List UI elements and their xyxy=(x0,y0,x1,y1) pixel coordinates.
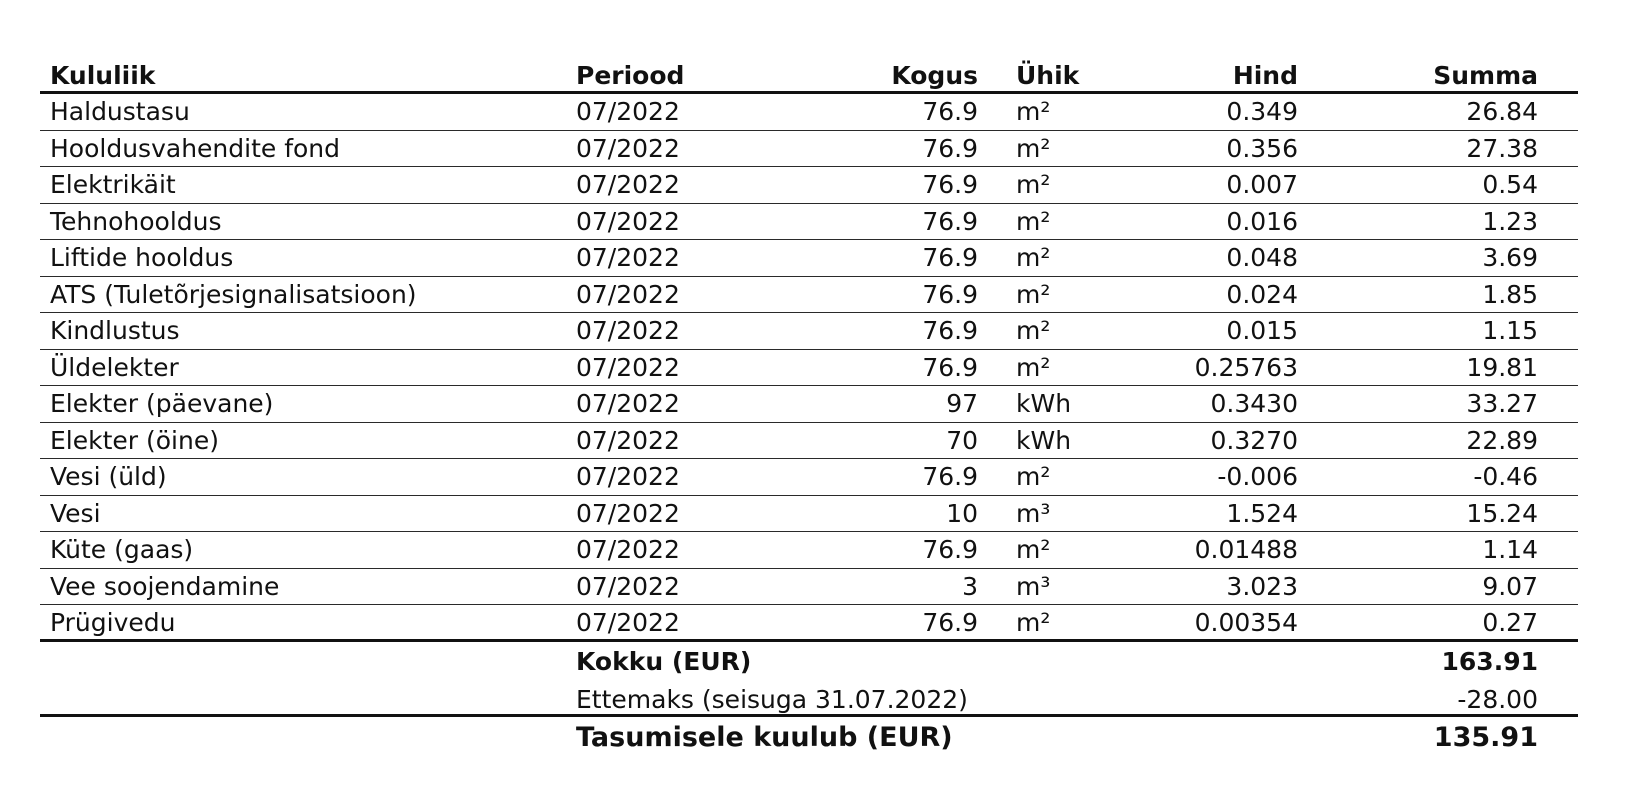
row-price: 0.01488 xyxy=(1194,535,1298,564)
header-name: Kululiik xyxy=(50,61,156,90)
row-price: 0.3430 xyxy=(1210,389,1298,418)
row-price: 0.25763 xyxy=(1194,352,1298,382)
header-period: Periood xyxy=(576,61,685,90)
row-sum: 0.27 xyxy=(1482,608,1538,637)
row-period: 07/2022 xyxy=(576,97,680,126)
row-unit: m² xyxy=(1016,352,1051,382)
cost-table xyxy=(40,58,1578,757)
row-price: 0.024 xyxy=(1226,279,1298,309)
row-price: 0.007 xyxy=(1226,170,1298,199)
row-period: 07/2022 xyxy=(576,462,680,491)
row-unit: m² xyxy=(1016,462,1051,491)
total-value: 163.91 xyxy=(1441,646,1538,676)
table-row xyxy=(40,204,1578,241)
row-price: -0.006 xyxy=(1217,462,1298,491)
row-name: Elekter (öine) xyxy=(50,425,219,455)
row-period: 07/2022 xyxy=(576,389,680,418)
table-body xyxy=(40,94,1578,642)
row-unit: m³ xyxy=(1016,571,1051,601)
table-header xyxy=(40,58,1578,94)
row-unit: m³ xyxy=(1016,498,1051,528)
table-row xyxy=(40,240,1578,277)
row-name: Üldelekter xyxy=(50,352,179,382)
row-period: 07/2022 xyxy=(576,243,680,272)
row-price: 0.015 xyxy=(1226,316,1298,345)
row-sum: 26.84 xyxy=(1466,97,1538,126)
row-sum: 22.89 xyxy=(1466,425,1538,455)
table-row xyxy=(40,131,1578,168)
row-name: Haldustasu xyxy=(50,97,190,126)
total-row xyxy=(40,642,1578,680)
total-label: Kokku (EUR) xyxy=(576,646,752,676)
row-unit: m² xyxy=(1016,206,1051,236)
row-price: 3.023 xyxy=(1226,571,1298,601)
row-name: Kindlustus xyxy=(50,316,180,345)
row-qty: 76.9 xyxy=(922,462,978,491)
row-name: Vee soojendamine xyxy=(50,571,280,601)
row-period: 07/2022 xyxy=(576,498,680,528)
row-price: 1.524 xyxy=(1226,498,1298,528)
prepay-value: -28.00 xyxy=(1457,684,1538,714)
row-name: Elektrikäit xyxy=(50,170,176,199)
amount-due-row xyxy=(40,717,1578,757)
row-period: 07/2022 xyxy=(576,206,680,236)
header-price: Hind xyxy=(1232,61,1298,90)
row-name: Prügivedu xyxy=(50,608,176,637)
table-row xyxy=(40,423,1578,460)
table-row xyxy=(40,459,1578,496)
row-qty: 70 xyxy=(946,425,978,455)
row-qty: 97 xyxy=(946,389,978,418)
row-name: Liftide hooldus xyxy=(50,243,234,272)
row-qty: 76.9 xyxy=(922,243,978,272)
prepay-label: Ettemaks (seisuga 31.07.2022) xyxy=(576,684,968,714)
row-qty: 76.9 xyxy=(922,535,978,564)
row-unit: m² xyxy=(1016,608,1051,637)
row-sum: -0.46 xyxy=(1473,462,1538,491)
amount-due-value: 135.91 xyxy=(1433,721,1538,753)
amount-due-label: Tasumisele kuulub (EUR) xyxy=(576,721,953,753)
row-sum: 3.69 xyxy=(1482,243,1538,272)
table-row xyxy=(40,496,1578,533)
table-row xyxy=(40,386,1578,423)
row-period: 07/2022 xyxy=(576,535,680,564)
row-period: 07/2022 xyxy=(576,279,680,309)
row-qty: 76.9 xyxy=(922,170,978,199)
row-qty: 76.9 xyxy=(922,279,978,309)
row-name: Küte (gaas) xyxy=(50,535,194,564)
row-qty: 3 xyxy=(962,571,978,601)
row-period: 07/2022 xyxy=(576,425,680,455)
row-period: 07/2022 xyxy=(576,170,680,199)
row-sum: 1.85 xyxy=(1482,279,1538,309)
totals-section xyxy=(40,642,1578,757)
row-sum: 1.15 xyxy=(1482,316,1538,345)
table-row xyxy=(40,605,1578,642)
row-qty: 76.9 xyxy=(922,206,978,236)
table-row xyxy=(40,313,1578,350)
row-price: 0.356 xyxy=(1226,133,1298,163)
table-row xyxy=(40,94,1578,131)
header-unit: Ühik xyxy=(1016,61,1080,90)
row-price: 0.048 xyxy=(1226,243,1298,272)
row-sum: 1.23 xyxy=(1482,206,1538,236)
row-sum: 33.27 xyxy=(1466,389,1538,418)
row-unit: m² xyxy=(1016,170,1051,199)
row-name: Hooldusvahendite fond xyxy=(50,133,341,163)
row-unit: kWh xyxy=(1016,425,1072,455)
prepay-row xyxy=(40,680,1578,717)
row-sum: 1.14 xyxy=(1482,535,1538,564)
table-row xyxy=(40,569,1578,606)
row-sum: 27.38 xyxy=(1466,133,1538,163)
row-period: 07/2022 xyxy=(576,133,680,163)
row-price: 0.00354 xyxy=(1194,608,1298,637)
row-sum: 19.81 xyxy=(1466,352,1538,382)
row-name: Vesi (üld) xyxy=(50,462,167,491)
row-period: 07/2022 xyxy=(576,316,680,345)
row-qty: 76.9 xyxy=(922,316,978,345)
row-qty: 10 xyxy=(946,498,978,528)
row-period: 07/2022 xyxy=(576,608,680,637)
row-qty: 76.9 xyxy=(922,608,978,637)
row-name: Vesi xyxy=(50,498,101,528)
table-row xyxy=(40,167,1578,204)
table-row xyxy=(40,277,1578,314)
row-name: Elekter (päevane) xyxy=(50,389,274,418)
row-unit: m² xyxy=(1016,316,1051,345)
row-period: 07/2022 xyxy=(576,352,680,382)
row-period: 07/2022 xyxy=(576,571,680,601)
row-qty: 76.9 xyxy=(922,133,978,163)
row-price: 0.016 xyxy=(1226,206,1298,236)
row-price: 0.3270 xyxy=(1210,425,1298,455)
row-name: ATS (Tuletõrjesignalisatsioon) xyxy=(50,279,417,309)
header-sum: Summa xyxy=(1433,61,1538,90)
row-qty: 76.9 xyxy=(922,352,978,382)
row-price: 0.349 xyxy=(1226,97,1298,126)
header-qty: Kogus xyxy=(891,61,978,90)
row-unit: m² xyxy=(1016,535,1051,564)
table-row xyxy=(40,532,1578,569)
row-unit: m² xyxy=(1016,243,1051,272)
row-unit: kWh xyxy=(1016,389,1072,418)
row-unit: m² xyxy=(1016,97,1051,126)
row-unit: m² xyxy=(1016,133,1051,163)
table-row xyxy=(40,350,1578,387)
row-sum: 15.24 xyxy=(1466,498,1538,528)
row-qty: 76.9 xyxy=(922,97,978,126)
row-unit: m² xyxy=(1016,279,1051,309)
row-sum: 9.07 xyxy=(1482,571,1538,601)
row-name: Tehnohooldus xyxy=(50,206,222,236)
row-sum: 0.54 xyxy=(1482,170,1538,199)
